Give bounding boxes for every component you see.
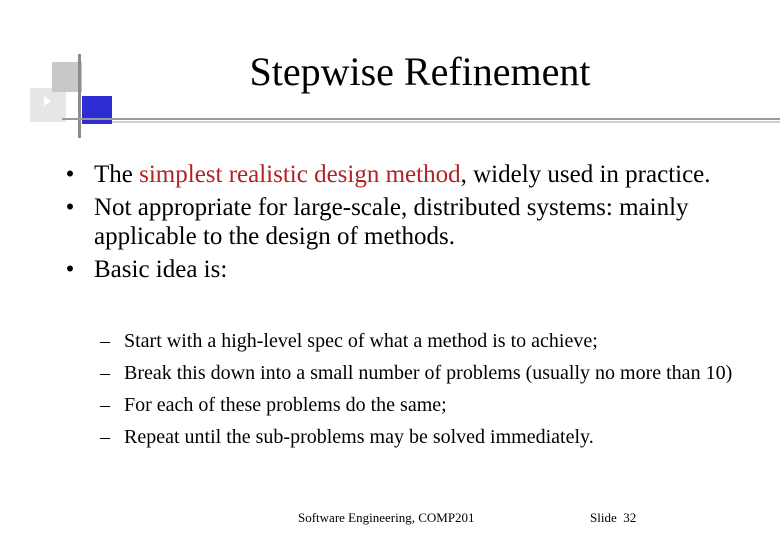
footer-slide-number (590, 510, 636, 526)
bullet-text: Not appropriate for large-scale, distributed systems: mainly applicable to the design of methods. (94, 194, 689, 250)
bullet-icon: • (65, 256, 75, 283)
sub-bullet-text: For each of these problems do the same; (124, 394, 447, 416)
ornament-arrow-icon (44, 96, 51, 106)
slide-number: 32 (623, 510, 637, 525)
slide-title: Stepwise Refinement (249, 49, 591, 94)
ornament-vertical-line (78, 54, 81, 138)
bullet-text-before: The (94, 161, 140, 188)
bullet-text-after: , widely used in practice. (460, 161, 711, 188)
ornament-horizontal-line (62, 118, 780, 120)
dash-icon: – (100, 394, 110, 416)
dash-icon: – (100, 426, 110, 448)
sub-bullet-text: Repeat until the sub-problems may be solved immediately. (124, 426, 594, 448)
sub-bullet-text: Start with a high-level spec of what a method is to achieve; (124, 330, 598, 352)
footer-course: Software Engineering, COMP201 (298, 510, 475, 525)
bullet-icon: • (65, 194, 75, 221)
dash-icon: – (100, 362, 110, 384)
sub-bullet-item (100, 362, 740, 385)
sub-bullet-list (100, 330, 740, 458)
bullet-highlight: simplest realistic design method (139, 161, 461, 188)
bullet-list (60, 160, 740, 288)
bullet-text: Basic idea is: (94, 256, 228, 283)
bullet-item (60, 255, 740, 284)
sub-bullet-item (100, 330, 740, 353)
dash-icon: – (100, 330, 110, 352)
sub-bullet-text: Break this down into a small number of problems (usually no more than 10) (124, 362, 733, 384)
sub-bullet-item (100, 394, 740, 417)
bullet-item (60, 160, 740, 189)
ornament-horizontal-shadow (112, 121, 780, 123)
bullet-item (60, 193, 740, 251)
sub-bullet-item (100, 426, 740, 449)
slide-label: Slide (590, 510, 617, 525)
bullet-icon: • (65, 161, 75, 188)
